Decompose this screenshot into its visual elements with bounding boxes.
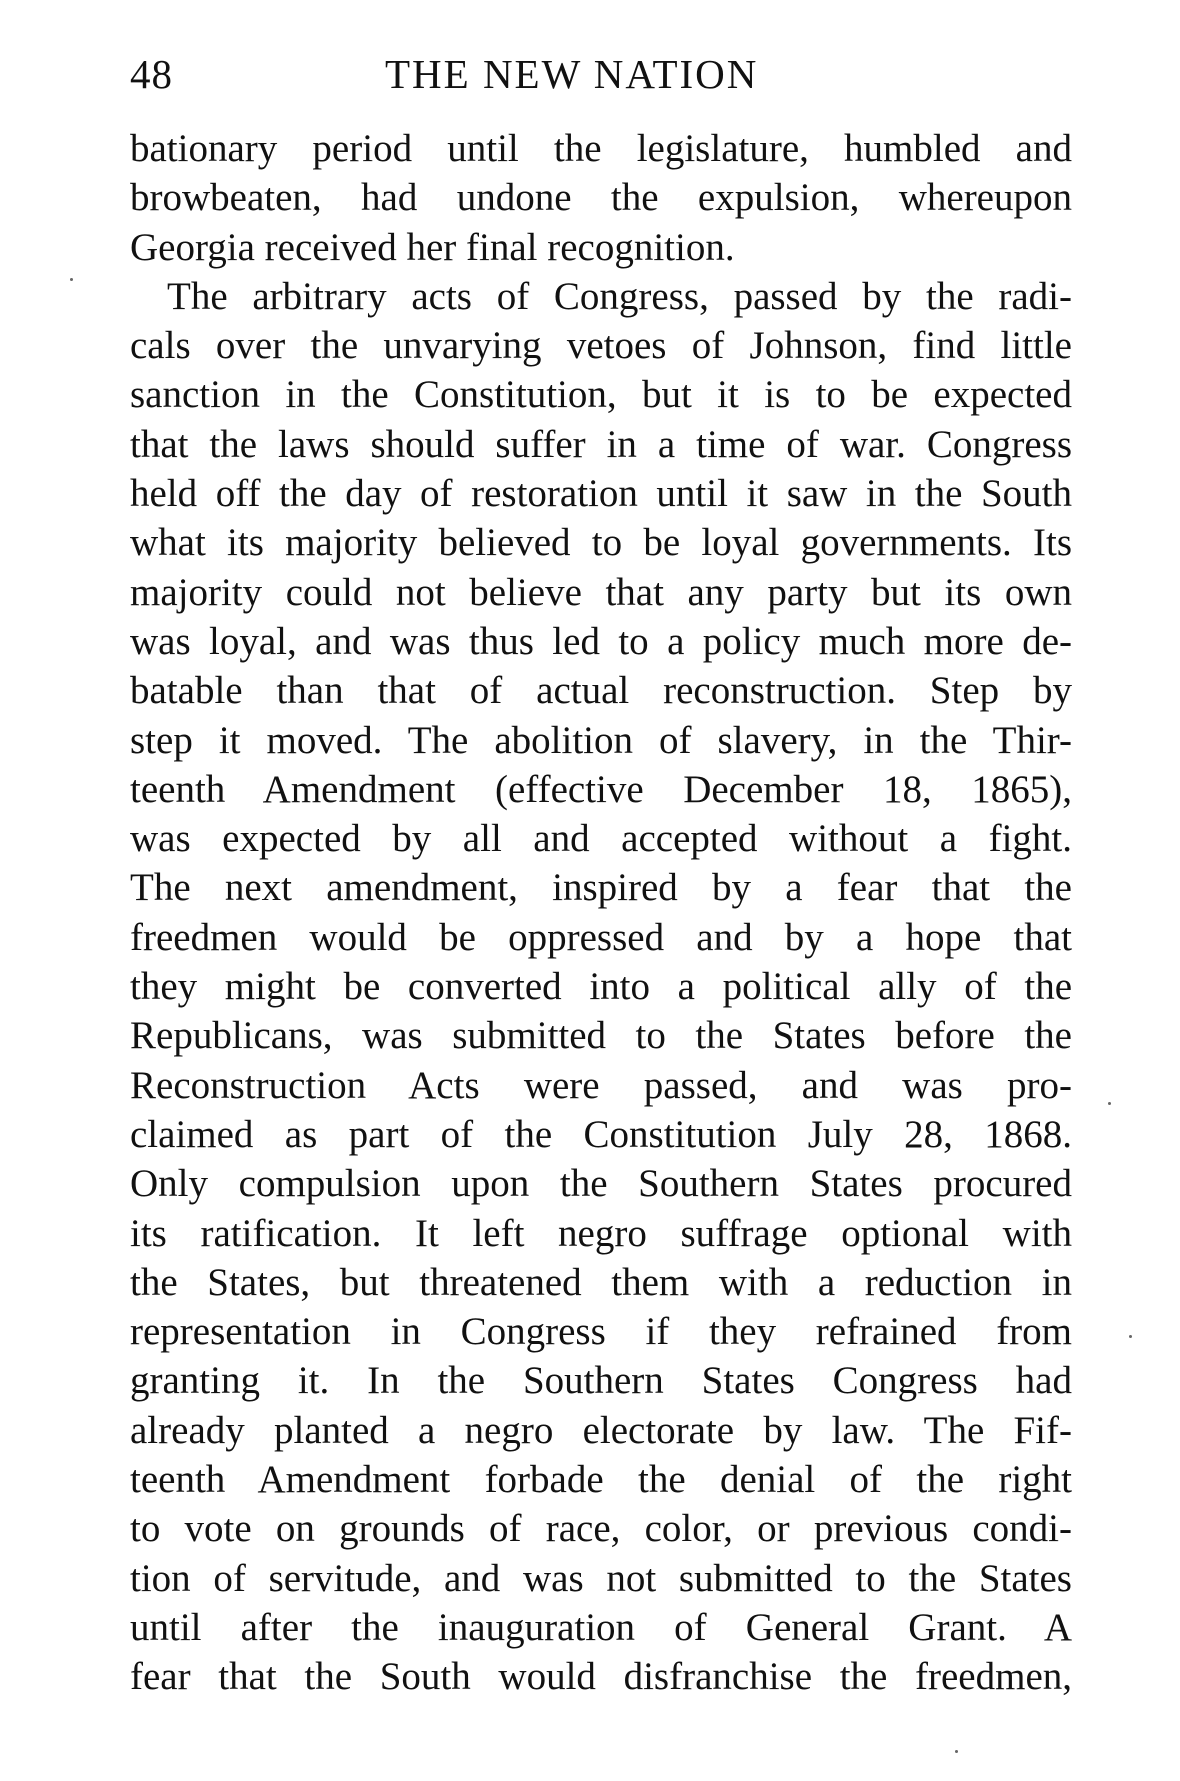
text-line: Republicans, was submitted to the States before the (130, 1014, 1072, 1058)
text-line: fear that the South would disfranchise the freedmen, (130, 1655, 1072, 1699)
text-line: bationary period until the legislature, humbled and (130, 127, 1072, 170)
text-line: Reconstruction Acts were passed, and was pro- (130, 1063, 1072, 1107)
text-line: they might be converted into a political ally of the (130, 965, 1072, 1009)
text-line: tion of servitude, and was not submitted to the States (130, 1556, 1072, 1600)
scan-speck (1129, 1335, 1132, 1338)
text-line: what its majority believed to be loyal governments. Its (130, 521, 1072, 565)
text-line: batable than that of actual reconstruction. Step by (130, 669, 1072, 713)
page-number: 48 (130, 51, 173, 97)
text-line: majority could not believe that any party but its own (130, 570, 1072, 614)
text-line: until after the inauguration of General Grant. A (130, 1605, 1072, 1649)
running-title: THE NEW NATION (385, 51, 759, 97)
text-line: Georgia received her final recognition. (130, 225, 735, 269)
scan-speck (1108, 1102, 1111, 1105)
text-line: sanction in the Constitution, but it is to be expected (130, 373, 1072, 417)
text-line: was expected by all and accepted without a fight. (130, 817, 1072, 861)
text-line: step it moved. The abolition of slavery, in the Thir- (130, 718, 1072, 762)
text-line: held off the day of restoration until it saw in the South (130, 472, 1072, 516)
text-line: The next amendment, inspired by a fear that the (130, 866, 1072, 910)
text-line: freedmen would be oppressed and by a hope that (130, 915, 1072, 959)
text-line: already planted a negro electorate by law. The Fif- (130, 1408, 1072, 1452)
text-line: was loyal, and was thus led to a policy much more de- (130, 619, 1072, 663)
text-line: browbeaten, had undone the expulsion, whereupon (130, 176, 1072, 220)
page-header (130, 44, 1070, 104)
text-line: Only compulsion upon the Southern States procured (130, 1162, 1072, 1206)
scan-speck (70, 278, 73, 281)
text-line: representation in Congress if they refrained from (130, 1310, 1072, 1354)
paragraph-first-line: The arbitrary acts of Congress, passed by the radi- (167, 274, 1072, 318)
text-line: teenth Amendment (effective December 18, 1865), (130, 767, 1072, 811)
body-text (130, 124, 1072, 1702)
text-line: cals over the unvarying vetoes of Johnson, find little (130, 324, 1072, 368)
text-line: granting it. In the Southern States Congress had (130, 1359, 1072, 1403)
text-line: teenth Amendment forbade the denial of the right (130, 1458, 1072, 1502)
text-line: claimed as part of the Constitution July 28, 1868. (130, 1112, 1072, 1156)
text-line: that the laws should suffer in a time of war. Congress (130, 422, 1072, 466)
text-line: to vote on grounds of race, color, or previous condi- (130, 1507, 1072, 1551)
text-line: its ratification. It left negro suffrage optional with (130, 1211, 1072, 1255)
scan-speck (955, 1750, 958, 1753)
text-line: the States, but threatened them with a reduction in (130, 1260, 1072, 1304)
